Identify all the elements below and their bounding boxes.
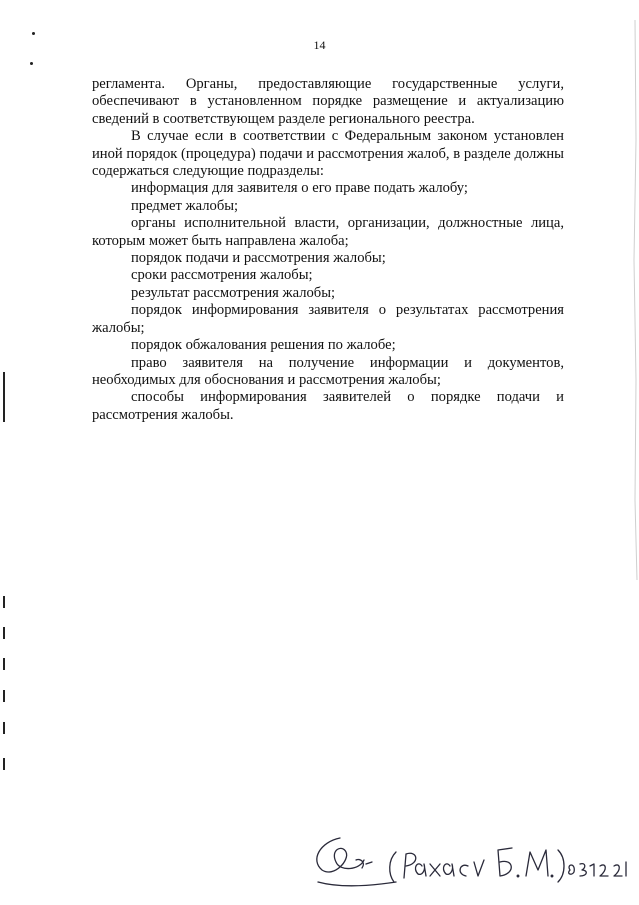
list-item: порядок подачи и рассмотрения жалобы; xyxy=(131,250,386,267)
list-item: способы информирования заявителей о порядке подачи и рассмотрения жалобы. xyxy=(92,389,564,423)
signature-text: (Рахаев Б.М.) 03.12.201 xyxy=(300,830,310,831)
page-number: 14 xyxy=(313,38,326,52)
list-item: результат рассмотрения жалобы; xyxy=(131,284,336,301)
list-item: право заявителя на получение информации и документов, необходимых для обоснования и рассмотрения жалобы; xyxy=(92,354,564,388)
paragraph: регламента. Органы, предоставляющие государственные услуги, обеспечивают в установленном порядке размещение и актуализацию сведений в соответствующем разделе регионального реестра. xyxy=(92,76,564,127)
list-item: порядок обжалования решения по жалобе; xyxy=(131,337,396,354)
document-body xyxy=(92,76,564,424)
list-item: информация для заявителя о его праве подать жалобу; xyxy=(131,180,468,197)
list-item: органы исполнительной власти, организации, должностные лица, которым может быть направлена жалоба; xyxy=(92,215,564,249)
paragraph: В случае если в соответствии с Федеральным законом установлен иной порядок (процедура) подачи и рассмотрения жалоб, в разделе должны содержаться следующие подразделы: xyxy=(92,128,564,180)
list-item: предмет жалобы; xyxy=(131,197,239,214)
list-item: сроки рассмотрения жалобы; xyxy=(131,267,313,284)
handwritten-signature xyxy=(300,830,630,900)
scan-edge-artifact xyxy=(629,20,639,580)
list-item: порядок информирования заявителя о результатах рассмотрения жалобы; xyxy=(92,302,564,336)
scan-margin-marks xyxy=(0,0,20,905)
